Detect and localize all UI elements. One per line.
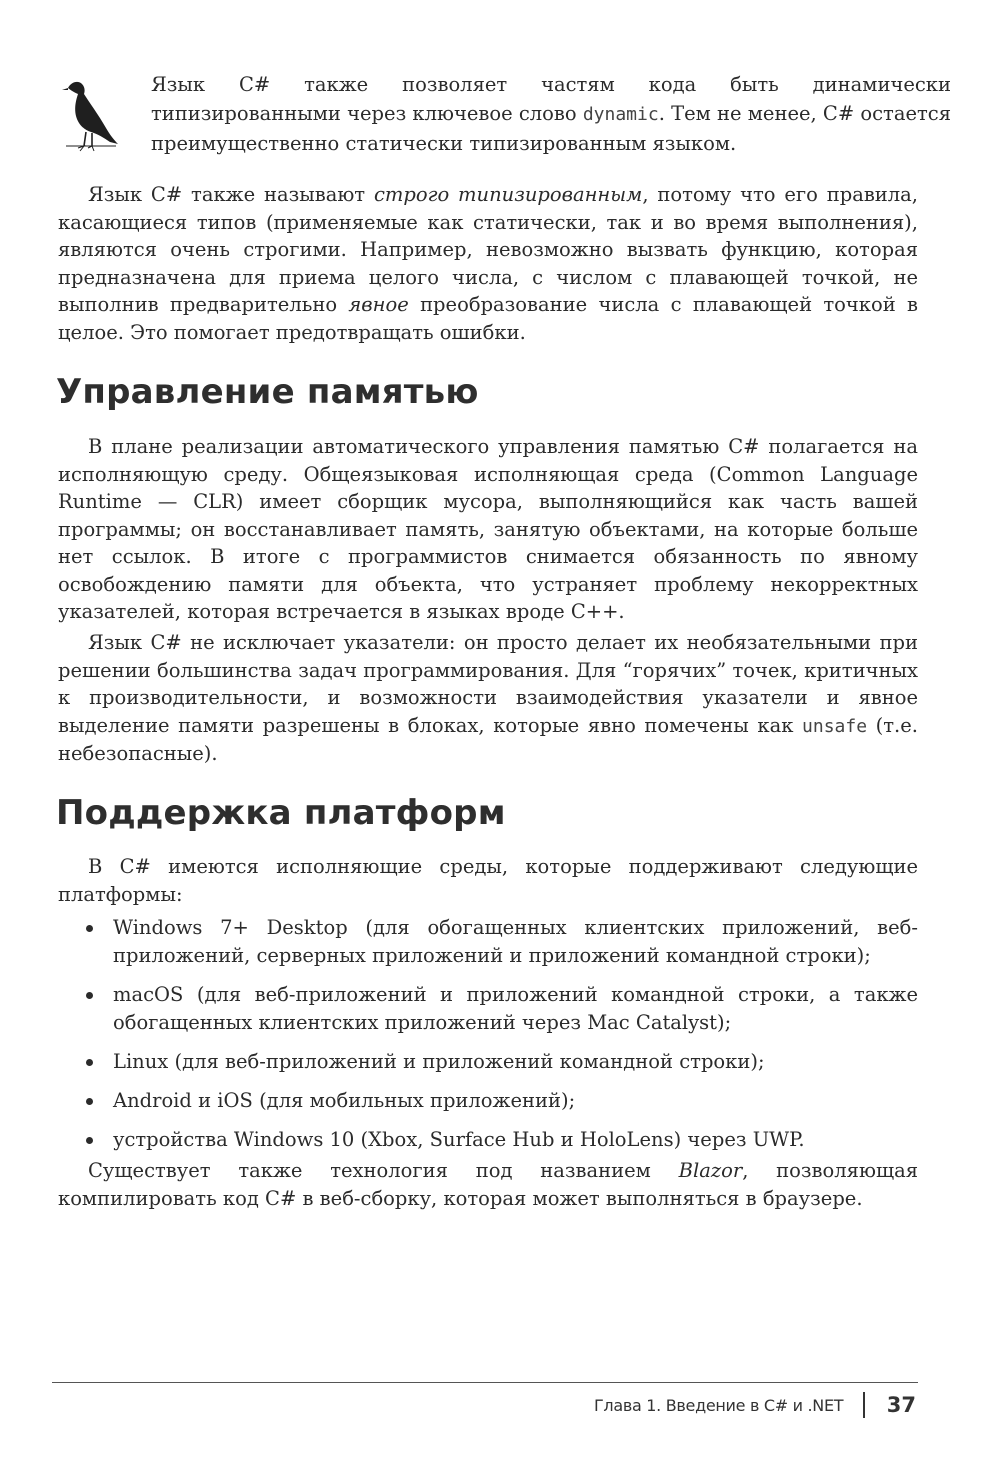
list-item — [58, 1126, 918, 1154]
bullet-icon — [86, 925, 93, 932]
note-text-part: . Тем не менее, C# остается преимущественно статически типизированным языком. — [151, 102, 952, 155]
paragraph-strong-typing — [58, 181, 918, 346]
chapter-title: Глава 1. Введение в C# и .NET — [593, 1395, 844, 1415]
footer-divider — [52, 1382, 918, 1383]
italic-term: Blazor — [678, 1159, 743, 1182]
list-item — [58, 1087, 918, 1115]
paragraph-memory-1: В плане реализации автоматического управления памятью C# полагается на исполняющую среду. Общеязыковая исполняющая среда (Common Language Runtime — CLR) имеет сборщик мусора, выполняющийся как часть вашей программы; он восстанавливает память, занятую объектами, на которые больше нет ссылок. В итоге с программистов снимается обязанность по явному освобождению памяти для объекта, что устраняет проблему некорректных указателей, которая встречается в языках вроде C++. — [58, 435, 918, 623]
list-item — [58, 981, 918, 1037]
section-heading-platforms: Поддержка платформ — [56, 793, 506, 833]
bullet-icon — [86, 1059, 93, 1066]
text-run: , позволяющая компилировать код C# в веб-сборку, которая может выполняться в браузере. — [58, 1159, 918, 1210]
bullet-icon — [86, 1098, 93, 1105]
list-item-text: Linux (для веб-приложений и приложений командной строки); — [113, 1050, 765, 1073]
note-block — [58, 70, 952, 170]
footer-separator — [863, 1392, 865, 1418]
list-item-text: устройства Windows 10 (Xbox, Surface Hub и HoloLens) через UWP. — [113, 1128, 805, 1151]
note-text-part: Язык C# также позволяет частям кода быть динамически типизированными через ключевое слово — [151, 73, 951, 125]
bullet-icon — [86, 992, 93, 999]
paragraph-platforms-intro: В C# имеются исполняющие среды, которые поддерживают следующие платформы: — [58, 855, 918, 906]
text-run: Существует также технология под названием — [88, 1159, 679, 1182]
code-keyword: unsafe — [802, 715, 868, 737]
list-item — [58, 1048, 918, 1076]
note-text — [151, 70, 951, 158]
platform-list — [58, 914, 918, 1165]
section-heading-memory: Управление памятью — [56, 372, 479, 412]
note-keyword: dynamic — [582, 104, 659, 125]
text-run: (т.е. небезопасные). — [58, 713, 918, 765]
list-item-text: Android и iOS (для мобильных приложений); — [113, 1089, 576, 1112]
raven-icon — [58, 74, 120, 154]
paragraph-blazor — [58, 1157, 918, 1212]
page-number: 37 — [886, 1393, 916, 1417]
bullet-icon — [86, 1137, 93, 1144]
list-item-text: Windows 7+ Desktop (для обогащенных клиентских приложений, веб-приложений, серверных приложений и приложений командной строки); — [113, 916, 918, 967]
text-run: Язык C# не исключает указатели: он просто делает их необязательными при решении большинства задач программирования. Для “горячих” точек, критичных к производительности, и возможности взаимодействия указатели и явное выделение памяти разрешены в блоках, которые явно помечены как — [58, 631, 918, 737]
page-footer — [594, 1390, 916, 1420]
italic-term: явное — [348, 293, 409, 316]
italic-term: строго типизированным — [373, 183, 643, 206]
paragraph-memory-2 — [58, 629, 918, 768]
list-item — [58, 914, 918, 970]
list-item-text: macOS (для веб-приложений и приложений командной строки, а также обогащенных клиентских приложений через Mac Catalyst); — [113, 983, 918, 1034]
text-run: , потому что его правила, касающиеся типов (применяемые как статически, так и во время выполнения), являются очень строгими. Например, невозможно вызвать функцию, которая предназначена для приема целого числа, с числом с плавающей точкой, не выполнив предварительно — [58, 183, 919, 316]
text-run: преобразование числа с плавающей точкой в целое. Это помогает предотвращать ошибки. — [58, 293, 918, 344]
text-run: Язык C# также называют — [88, 183, 374, 206]
